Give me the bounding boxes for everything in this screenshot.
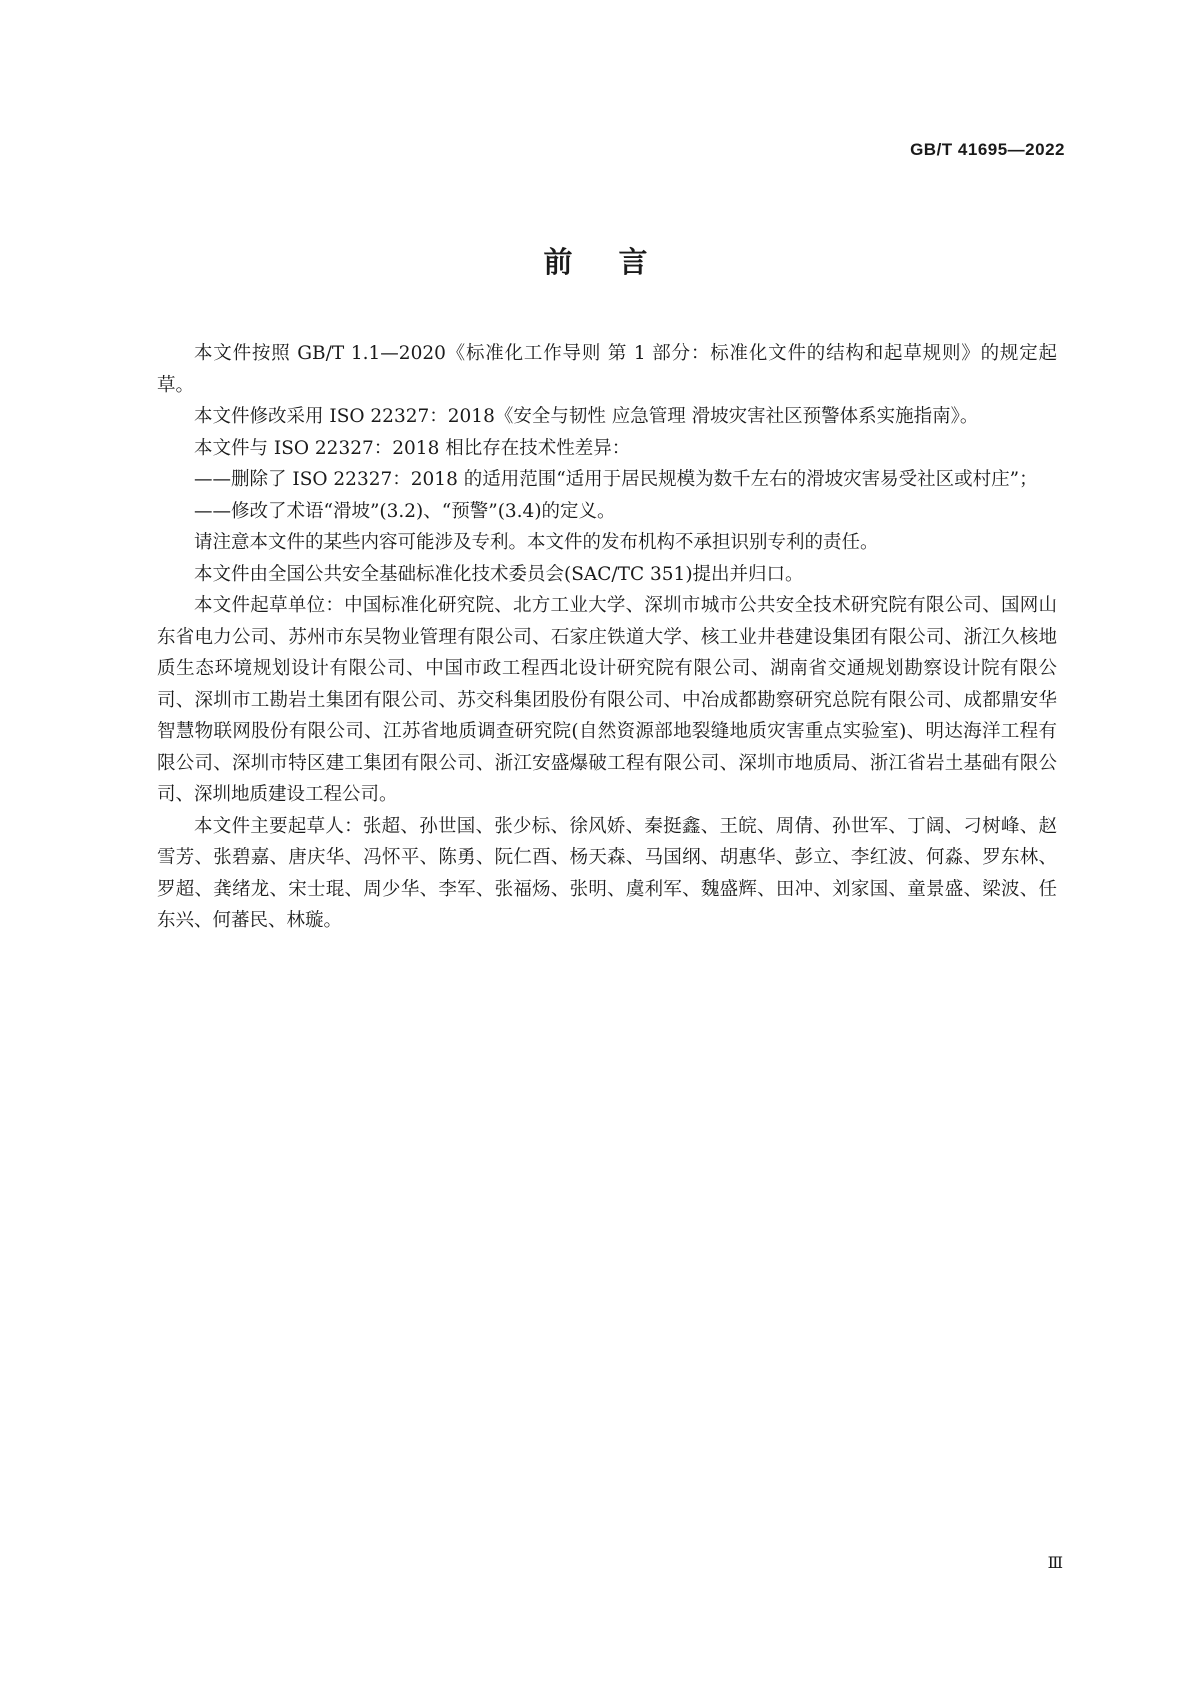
paragraph-patent-notice: 请注意本文件的某些内容可能涉及专利。本文件的发布机构不承担识别专利的责任。 (194, 532, 879, 553)
paragraph-drafters: 本文件主要起草人：张超、孙世国、张少标、徐风娇、秦挺鑫、王皖、周倩、孙世军、丁阔、刁树峰、赵雪芳、张碧嘉、唐庆华、冯怀平、陈勇、阮仁酉、杨天森、马国纲、胡惠华、彭立、李红波、何淼、罗东林、罗超、龚绪龙、宋士琨、周少华、李军、张福炀、张明、虞利军、魏盛辉、田冲、刘家国、童景盛、梁波、任东兴、何蕃民、林璇。 (157, 815, 1057, 931)
list-item-text: 修改了术语“滑坡”(3.2)、“预警”(3.4)的定义。 (231, 500, 616, 522)
paragraph-drafting-units: 本文件起草单位：中国标准化研究院、北方工业大学、深圳市城市公共安全技术研究院有限公司、国网山东省电力公司、苏州市东吴物业管理有限公司、石家庄铁道大学、核工业井巷建设集团有限公司、浙江久核地质生态环境规划设计有限公司、中国市政工程西北设计研究院有限公司、湖南省交通规划勘察设计院有限公司、深圳市工勘岩土集团有限公司、苏交科集团股份有限公司、中冶成都勘察研究总院有限公司、成都鼎安华智慧物联网股份有限公司、江苏省地质调查研究院(自然资源部地裂缝地质灾害重点实验室)、明达海洋工程有限公司、深圳市特区建工集团有限公司、浙江安盛爆破工程有限公司、深圳市地质局、浙江省岩土基础有限公司、深圳地质建设工程公司。 (157, 595, 1057, 805)
paragraph-technical-differences: 本文件与 ISO 22327：2018 相比存在技术性差异： (194, 437, 631, 459)
paragraph-adoption: 本文件修改采用 ISO 22327：2018《安全与韧性 应急管理 滑坡灾害社区预警体系实施指南》。 (194, 406, 979, 427)
dash-mark: —— (194, 469, 231, 490)
page-number: Ⅲ (1047, 1553, 1063, 1572)
paragraph-committee: 本文件由全国公共安全基础标准化技术委员会(SAC/TC 351)提出并归口。 (194, 563, 804, 585)
standard-number: GB/T 41695—2022 (910, 140, 1065, 159)
list-item (157, 496, 1057, 528)
list-item (157, 464, 1057, 496)
page-title: 前言 (543, 245, 694, 279)
dash-mark: —— (194, 500, 231, 522)
paragraph-drafting-rules: 本文件按照 GB/T 1.1—2020《标准化工作导则 第 1 部分：标准化文件的结构和起草规则》的规定起草。 (157, 343, 1057, 396)
foreword-body (157, 338, 1057, 937)
list-item-text: 删除了 ISO 22327：2018 的适用范围“适用于居民规模为数千左右的滑坡灾害易受社区或村庄”； (231, 469, 1038, 490)
